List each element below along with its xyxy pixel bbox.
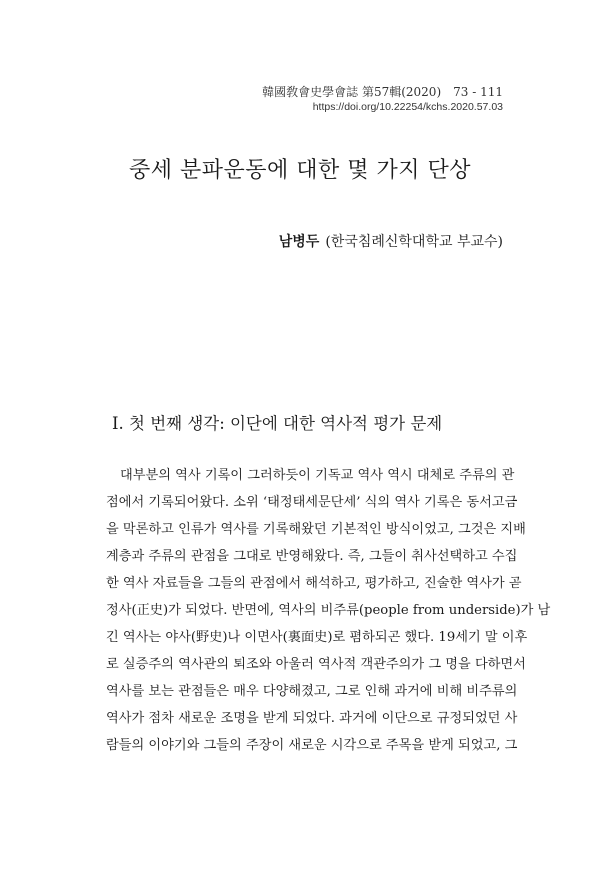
author-affiliation: (한국침례신학대학교 부교수) [325,234,503,250]
body-line: 로 실증주의 역사관의 퇴조와 아울러 역사적 객관주의가 그 명을 다하면서 [106,657,526,672]
body-line: 역사가 점차 새로운 조명을 받게 되었다. 과거에 이단으로 규정되었던 사 [106,711,518,726]
body-line: 계층과 주류의 관점을 그대로 반영해왔다. 즉, 그들이 취사선택하고 수집 [106,549,518,564]
body-line: 대부분의 역사 기록이 그러하듯이 기독교 역사 역시 대체로 주류의 관 [120,468,515,483]
body-line: 점에서 기록되어왔다. 소위 ‘태정태세문단세’ 식의 역사 기록은 동서고금 [106,495,518,510]
page-range: 73 - 111 [453,85,503,99]
body-line: 역사를 보는 관점들은 매우 다양해졌고, 그로 인해 과거에 비해 비주류의 [106,684,518,699]
author-line [279,232,503,252]
doi-link[interactable]: https://doi.org/10.22254/kchs.2020.57.03 [312,101,503,113]
author-name: 남병두 [278,234,320,250]
body-line: 을 막론하고 인류가 역사를 기록해왔던 기본적인 방식이었고, 그것은 지배 [106,522,526,537]
section-heading: I. 첫 번째 생각: 이단에 대한 역사적 평가 문제 [112,414,443,433]
body-line: 람들의 이야기와 그들의 주장이 새로운 시각으로 주목을 받게 되었고, 그 [106,738,518,753]
body-line: 한 역사 자료들을 그들의 관점에서 해석하고, 평가하고, 진술한 역사가 곧 [106,576,522,591]
body-paragraph [106,462,551,759]
journal-name: 韓國敎會史學會誌 第57輯(2020) [262,85,442,99]
paper-title: 중세 분파운동에 대한 몇 가지 단상 [129,158,471,183]
body-line: 긴 역사는 야사(野史)나 이면사(裏面史)로 폄하되곤 했다. 19세기 말 이후 [106,630,528,645]
body-line: 정사(正史)가 되었다. 반면에, 역사의 비주류(people from underside)가 남 [106,603,551,618]
journal-info [262,84,503,100]
